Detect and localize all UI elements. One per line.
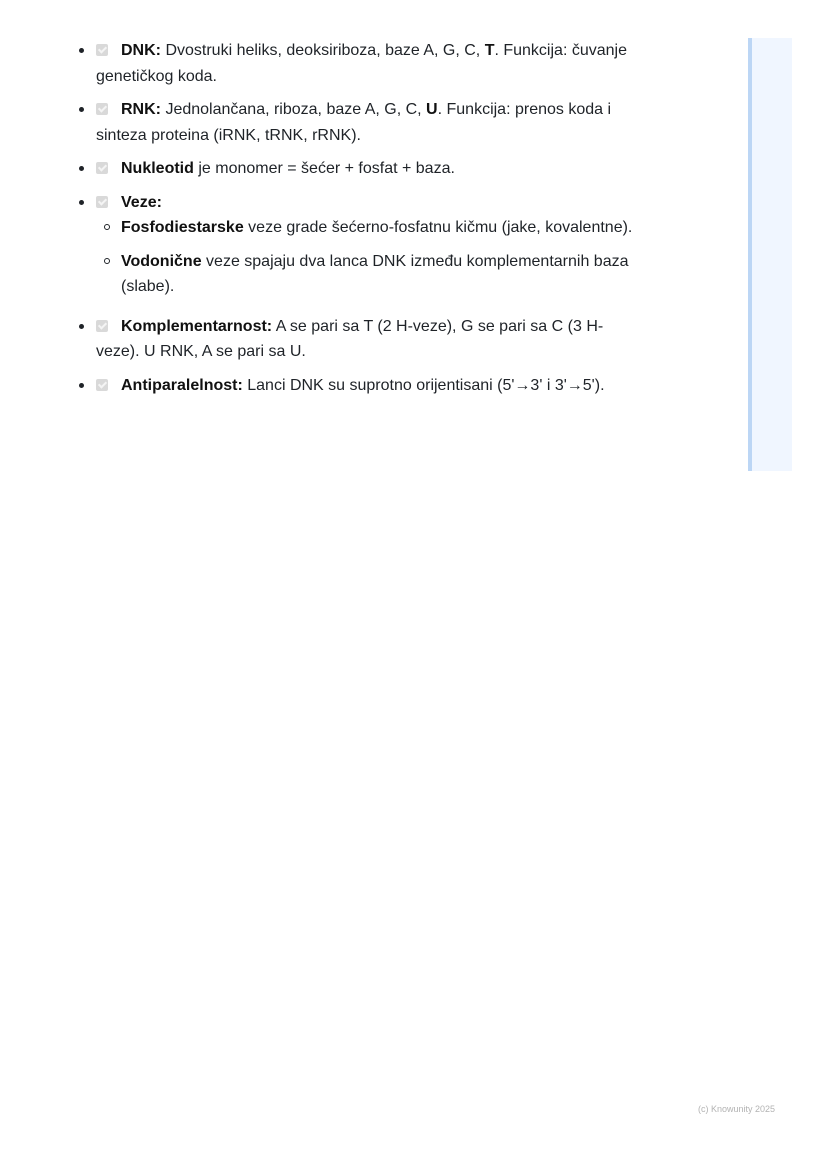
item-text: Dvostruki heliks, deoksiriboza, baze A, G, C, <box>161 42 485 59</box>
list-item-rnk <box>96 97 636 148</box>
sub-item-fosfodiestarske <box>96 215 636 241</box>
item-text: veze grade šećerno-fosfatnu kičmu (jake, kovalentne). <box>243 219 633 236</box>
item-term: DNK: <box>121 42 161 59</box>
item-term: Veze: <box>121 193 162 211</box>
item-emphasis: U <box>426 101 438 118</box>
item-text: Jednolančana, riboza, baze A, G, C, <box>161 101 427 118</box>
list-item-antiparalelnost <box>96 373 636 399</box>
item-term: Vodonične <box>121 252 202 270</box>
checkbox-icon <box>96 103 108 115</box>
checkbox-icon <box>96 379 108 391</box>
item-term: Nukleotid <box>121 160 194 177</box>
item-term: Antiparalelnost: <box>121 376 243 394</box>
item-text: A se pari sa T (2 H-veze), G se pari sa C (3 H-veze). U RNK, A se pari sa U. <box>96 317 604 360</box>
checkbox-icon <box>96 162 108 174</box>
sub-list <box>96 215 636 300</box>
item-term: Fosfodiestarske <box>121 219 244 236</box>
checkbox-icon <box>96 320 108 332</box>
bullet-list <box>96 38 636 406</box>
item-text: veze spajaju dva lanca DNK između komplementarnih baza (slabe). <box>121 252 629 295</box>
sub-item-vodonicne <box>96 249 636 300</box>
footer-copyright: (c) Knowunity 2025 <box>697 1104 775 1114</box>
list-item-veze <box>96 190 636 300</box>
item-text: je monomer = šećer + fosfat + baza. <box>193 160 455 177</box>
item-text: Lanci DNK su suprotno orijentisani (5'→3' i 3'→5'). <box>242 376 605 394</box>
list-item-nukleotid <box>96 156 636 182</box>
item-text: . Funkcija: čuvanje genetičkog koda. <box>96 42 627 85</box>
list-item-komplementarnost <box>96 314 636 365</box>
side-note-panel <box>748 38 792 471</box>
checkbox-icon <box>96 196 108 208</box>
list-item-dnk <box>96 38 636 89</box>
item-text: . Funkcija: prenos koda i sinteza proteina (iRNK, tRNK, rRNK). <box>96 101 612 144</box>
item-emphasis: T <box>484 42 495 59</box>
checkbox-icon <box>96 44 108 56</box>
item-term: Komplementarnost: <box>121 317 273 335</box>
item-term: RNK: <box>121 101 161 118</box>
